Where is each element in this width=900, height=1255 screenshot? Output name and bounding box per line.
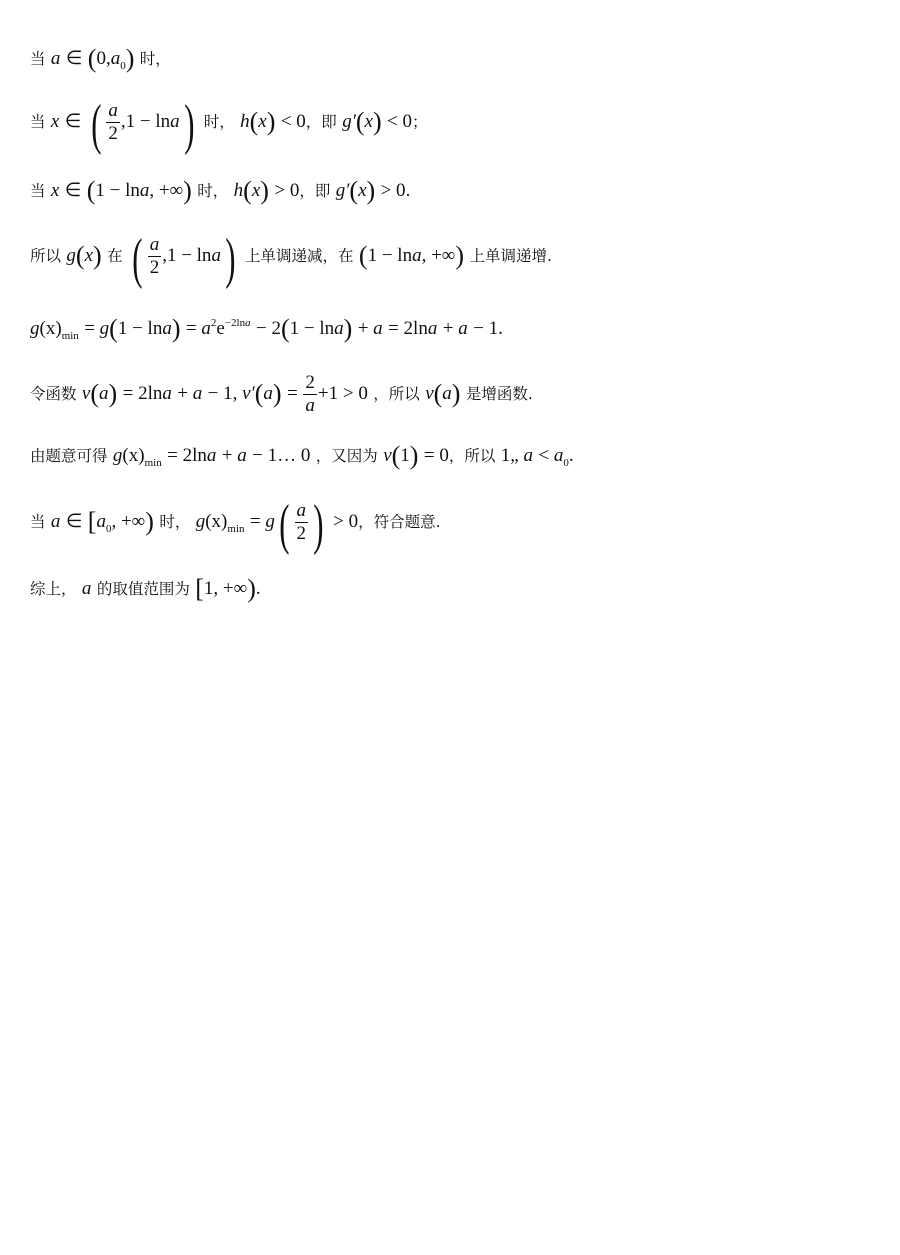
text-period: . <box>568 445 574 466</box>
superscript-2: 2 <box>210 317 217 329</box>
func-g: g <box>30 318 40 339</box>
var-a: a <box>50 511 61 532</box>
right-paren: ) <box>108 379 118 408</box>
var-a: a <box>237 445 247 466</box>
subscript-0: 0 <box>105 523 112 535</box>
line-monotonicity <box>30 228 552 290</box>
text-range: 的取值范围为 <box>96 580 190 598</box>
interval-1-infinity: 1, +∞ <box>203 578 248 599</box>
right-paren: ) <box>372 107 382 136</box>
var-a: a <box>206 445 217 466</box>
text-youyinwei: ，又因为 <box>315 447 378 465</box>
func-g: g <box>66 245 76 266</box>
equals-2ln: = 2ln <box>122 383 163 404</box>
var-a: a <box>458 318 468 339</box>
less-than: < <box>538 445 554 466</box>
fraction-a-over-2 <box>295 500 309 545</box>
interval-end-expr: ,1 − ln <box>162 245 212 266</box>
fraction-numerator: a <box>108 100 118 121</box>
big-left-paren: ( <box>90 94 102 156</box>
exponent-var-a: a <box>245 317 251 329</box>
right-paren: ) <box>183 176 192 205</box>
equals: = <box>84 318 100 339</box>
text-shi: 时， <box>203 113 235 131</box>
fraction-numerator: a <box>296 500 307 521</box>
line-case-a-in-0-a0 <box>30 44 171 77</box>
func-h: h <box>233 180 244 201</box>
fraction-numerator: a <box>149 234 160 255</box>
line-v-function <box>30 372 533 417</box>
left-paren: ( <box>87 44 97 73</box>
fraction-denominator: a <box>305 395 315 416</box>
fraction-a-over-2 <box>106 100 120 145</box>
var-x: x <box>50 180 60 201</box>
left-paren: ( <box>349 176 359 205</box>
right-paren: ) <box>247 574 256 603</box>
text-shi: 时， <box>197 182 229 200</box>
arg-expr: 1 − ln <box>289 318 335 339</box>
fraction-numerator: 2 <box>305 372 315 393</box>
text-zai: 在 <box>107 247 123 265</box>
left-paren: ( <box>249 107 259 136</box>
symbol-in: ∈ <box>65 511 83 532</box>
func-v: v <box>425 383 434 404</box>
equals-0: = 0 <box>423 445 449 466</box>
interval-end-infinity: , +∞ <box>111 511 146 532</box>
func-v-prime: v′ <box>242 383 255 404</box>
left-paren: ( <box>243 176 252 205</box>
subscript-min: min <box>61 330 79 342</box>
left-paren: ( <box>75 241 85 270</box>
interval-start: 0, <box>96 48 111 69</box>
var-a: a <box>427 318 438 339</box>
var-a: a <box>139 180 150 201</box>
ineq-le: 1„ <box>500 445 524 466</box>
fraction-denominator: 2 <box>108 123 118 144</box>
right-paren: ) <box>266 107 276 136</box>
left-paren: ( <box>109 314 118 343</box>
fraction-denominator: 2 <box>296 523 307 544</box>
text-increasing: 上单调递增. <box>469 247 552 265</box>
left-paren: ( <box>90 379 100 408</box>
var-a: a <box>334 318 344 339</box>
arg-one: 1 <box>400 445 410 466</box>
equals: = <box>185 318 202 339</box>
big-right-paren: ) <box>225 228 236 290</box>
plus: + <box>357 318 374 339</box>
var-a: a <box>201 318 211 339</box>
fraction-2-over-a <box>303 372 317 417</box>
subscript-0: 0 <box>563 457 569 469</box>
text-increasing-function: 是增函数. <box>465 385 533 403</box>
equals: = <box>286 383 303 404</box>
text-dang: 当 <box>30 182 46 200</box>
right-paren: ) <box>451 379 461 408</box>
var-a: a <box>373 318 383 339</box>
right-paren: ) <box>366 176 376 205</box>
var-a: a <box>170 111 180 132</box>
inequality-gt-0: > 0 <box>274 180 300 201</box>
symbol-in: ∈ <box>64 111 82 132</box>
var-a: a <box>192 383 203 404</box>
plus: + <box>442 318 459 339</box>
right-paren: ) <box>272 379 282 408</box>
minus-one: − 1. <box>473 318 503 339</box>
func-g: g <box>265 511 275 532</box>
left-bracket: [ <box>87 507 97 536</box>
constant-e: e <box>216 318 225 339</box>
left-paren: ( <box>86 176 96 205</box>
left-paren: ( <box>280 314 290 343</box>
var-x: x <box>358 180 367 201</box>
inequality-lt-0: < 0 <box>280 111 306 132</box>
func-v: v <box>383 445 392 466</box>
arg-x: (x) <box>122 445 145 466</box>
func-g: g <box>112 445 123 466</box>
right-paren: ) <box>409 441 419 470</box>
text-dang: 当 <box>30 113 46 131</box>
var-a0: a <box>553 445 564 466</box>
var-x: x <box>251 180 261 201</box>
inequality-gt-0: > 0 <box>380 180 406 201</box>
interval-start-expr: 1 − ln <box>367 245 413 266</box>
inequality-gt-0: > 0 <box>333 511 359 532</box>
text-decreasing: 上单调递减，在 <box>245 247 354 265</box>
var-a: a <box>523 445 533 466</box>
big-right-paren: ) <box>183 94 195 156</box>
interval-end-expr: ,1 − ln <box>120 111 171 132</box>
left-paren: ( <box>391 441 401 470</box>
inequality-lt-0: < 0 <box>387 111 413 132</box>
equals: = <box>249 511 266 532</box>
func-g: g <box>99 318 110 339</box>
plus: + <box>177 383 193 404</box>
big-right-paren: ) <box>313 494 324 556</box>
big-left-paren: ( <box>279 494 290 556</box>
left-paren: ( <box>358 241 368 270</box>
fraction-denominator: 2 <box>149 257 160 278</box>
left-paren: ( <box>355 107 365 136</box>
var-x: x <box>364 111 373 132</box>
text-suoyi: ，所以 <box>373 385 420 403</box>
var-a: a <box>162 318 172 339</box>
left-paren: ( <box>254 379 264 408</box>
text-ji: ，即 <box>305 113 337 131</box>
right-paren: ) <box>455 241 465 270</box>
text-ling-hanshu: 令函数 <box>30 385 77 403</box>
text-dang: 当 <box>30 50 46 68</box>
var-a0: a <box>110 48 121 69</box>
symbol-in: ∈ <box>64 180 82 201</box>
func-g-prime: g′ <box>335 180 350 201</box>
var-a: a <box>162 383 172 404</box>
big-left-paren: ( <box>132 228 143 290</box>
left-bracket: [ <box>195 574 204 603</box>
fraction-a-over-2 <box>148 234 162 279</box>
text-fuhe: ，符合题意. <box>358 513 441 531</box>
var-a: a <box>50 48 61 69</box>
func-g-prime: g′ <box>342 111 356 132</box>
line-g-min-formula <box>30 312 503 347</box>
var-x: x <box>258 111 267 132</box>
var-a: a <box>412 245 422 266</box>
right-paren: ) <box>125 44 135 73</box>
plus: + <box>221 445 238 466</box>
var-a: a <box>442 383 452 404</box>
text-ji: ，即 <box>299 182 331 200</box>
interval-end-infinity: , +∞ <box>149 180 184 201</box>
right-paren: ) <box>171 314 181 343</box>
minus-two: − 2 <box>255 318 281 339</box>
line-conclusion <box>30 574 261 603</box>
text-shi: 时， <box>139 50 171 68</box>
subscript-min: min <box>144 457 162 469</box>
text-suoyi: 所以 <box>30 247 62 265</box>
subscript-0: 0 <box>120 60 126 72</box>
var-a0: a <box>96 511 106 532</box>
equals-2ln: = 2ln <box>167 445 207 466</box>
subscript-min: min <box>227 523 245 535</box>
line-case-x-right-interval <box>30 176 411 205</box>
right-paren: ) <box>260 176 269 205</box>
var-x: x <box>84 245 94 266</box>
func-g: g <box>195 511 206 532</box>
func-h: h <box>240 111 250 132</box>
line-condition <box>30 441 574 474</box>
interval-start-expr: 1 − ln <box>95 180 140 201</box>
text-period: . <box>255 578 261 599</box>
line-case-x-left-interval <box>30 94 428 156</box>
var-a: a <box>211 245 221 266</box>
interval-end-infinity: , +∞ <box>421 245 456 266</box>
func-v: v <box>81 383 91 404</box>
right-paren: ) <box>93 241 102 270</box>
plus-one-gt-0: +1 > 0 <box>317 383 368 404</box>
var-a: a <box>81 578 92 599</box>
right-paren: ) <box>145 507 154 536</box>
var-a: a <box>263 383 273 404</box>
arg-x: (x) <box>39 318 62 339</box>
line-case-a-ge-a0 <box>30 494 441 556</box>
arg-expr: 1 − ln <box>117 318 163 339</box>
text-semicolon: ； <box>412 113 428 131</box>
equals-2ln: = 2ln <box>388 318 428 339</box>
exponent-expr: −2ln <box>224 317 246 329</box>
left-paren: ( <box>433 379 443 408</box>
symbol-in: ∈ <box>65 48 83 69</box>
text-period: . <box>405 180 411 201</box>
var-x: x <box>50 111 60 132</box>
right-paren: ) <box>343 314 353 343</box>
text-youtiyi: 由题意可得 <box>30 447 108 465</box>
text-shi: 时， <box>159 513 191 531</box>
text-zongshang: 综上， <box>30 580 77 598</box>
text-suoyi: ，所以 <box>448 447 496 465</box>
var-a: a <box>99 383 109 404</box>
text-dang: 当 <box>30 513 46 531</box>
ineq-ge-0: − 1… 0 <box>252 445 311 466</box>
minus-one: − 1, <box>207 383 243 404</box>
arg-x: (x) <box>205 511 228 532</box>
